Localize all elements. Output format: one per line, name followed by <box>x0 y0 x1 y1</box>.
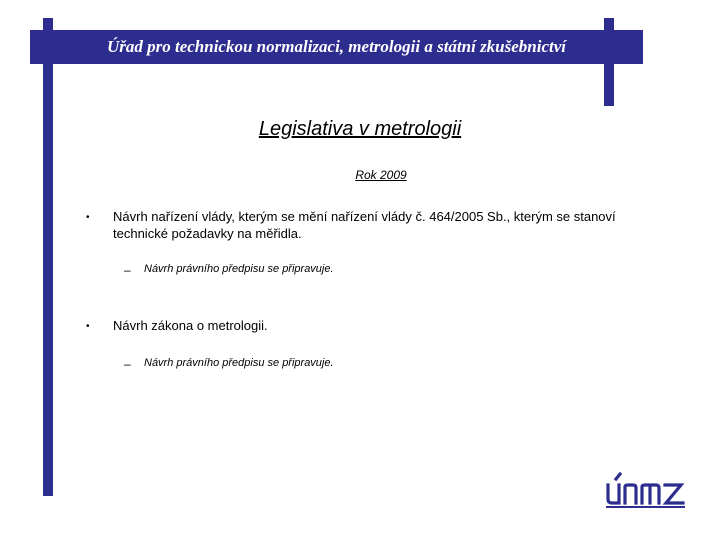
sub-bullet-text: Návrh právního předpisu se připravuje. <box>144 357 334 369</box>
bullet-text: Návrh zákona o metrologii. <box>113 318 268 333</box>
bullet-marker: • <box>86 321 90 332</box>
sub-bullet-marker: – <box>124 263 131 277</box>
sub-bullet-text: Návrh právního předpisu se připravuje. <box>144 263 334 275</box>
bullet-marker: • <box>86 212 90 223</box>
unmz-logo <box>603 472 689 512</box>
bullet-text: Návrh nařízení vlády, kterým se mění nařízení vlády č. 464/2005 Sb., kterým se stanoví technické požadavky na měřidla. <box>113 209 616 241</box>
header-band <box>30 30 643 64</box>
slide-subtitle: Rok 2009 <box>355 168 407 182</box>
sub-bullet-marker: – <box>124 357 131 371</box>
header-title: Úřad pro technickou normalizaci, metrologii a státní zkušebnictví <box>106 37 567 56</box>
slide-title: Legislativa v metrologii <box>258 118 462 140</box>
left-decorative-bar <box>43 18 53 496</box>
